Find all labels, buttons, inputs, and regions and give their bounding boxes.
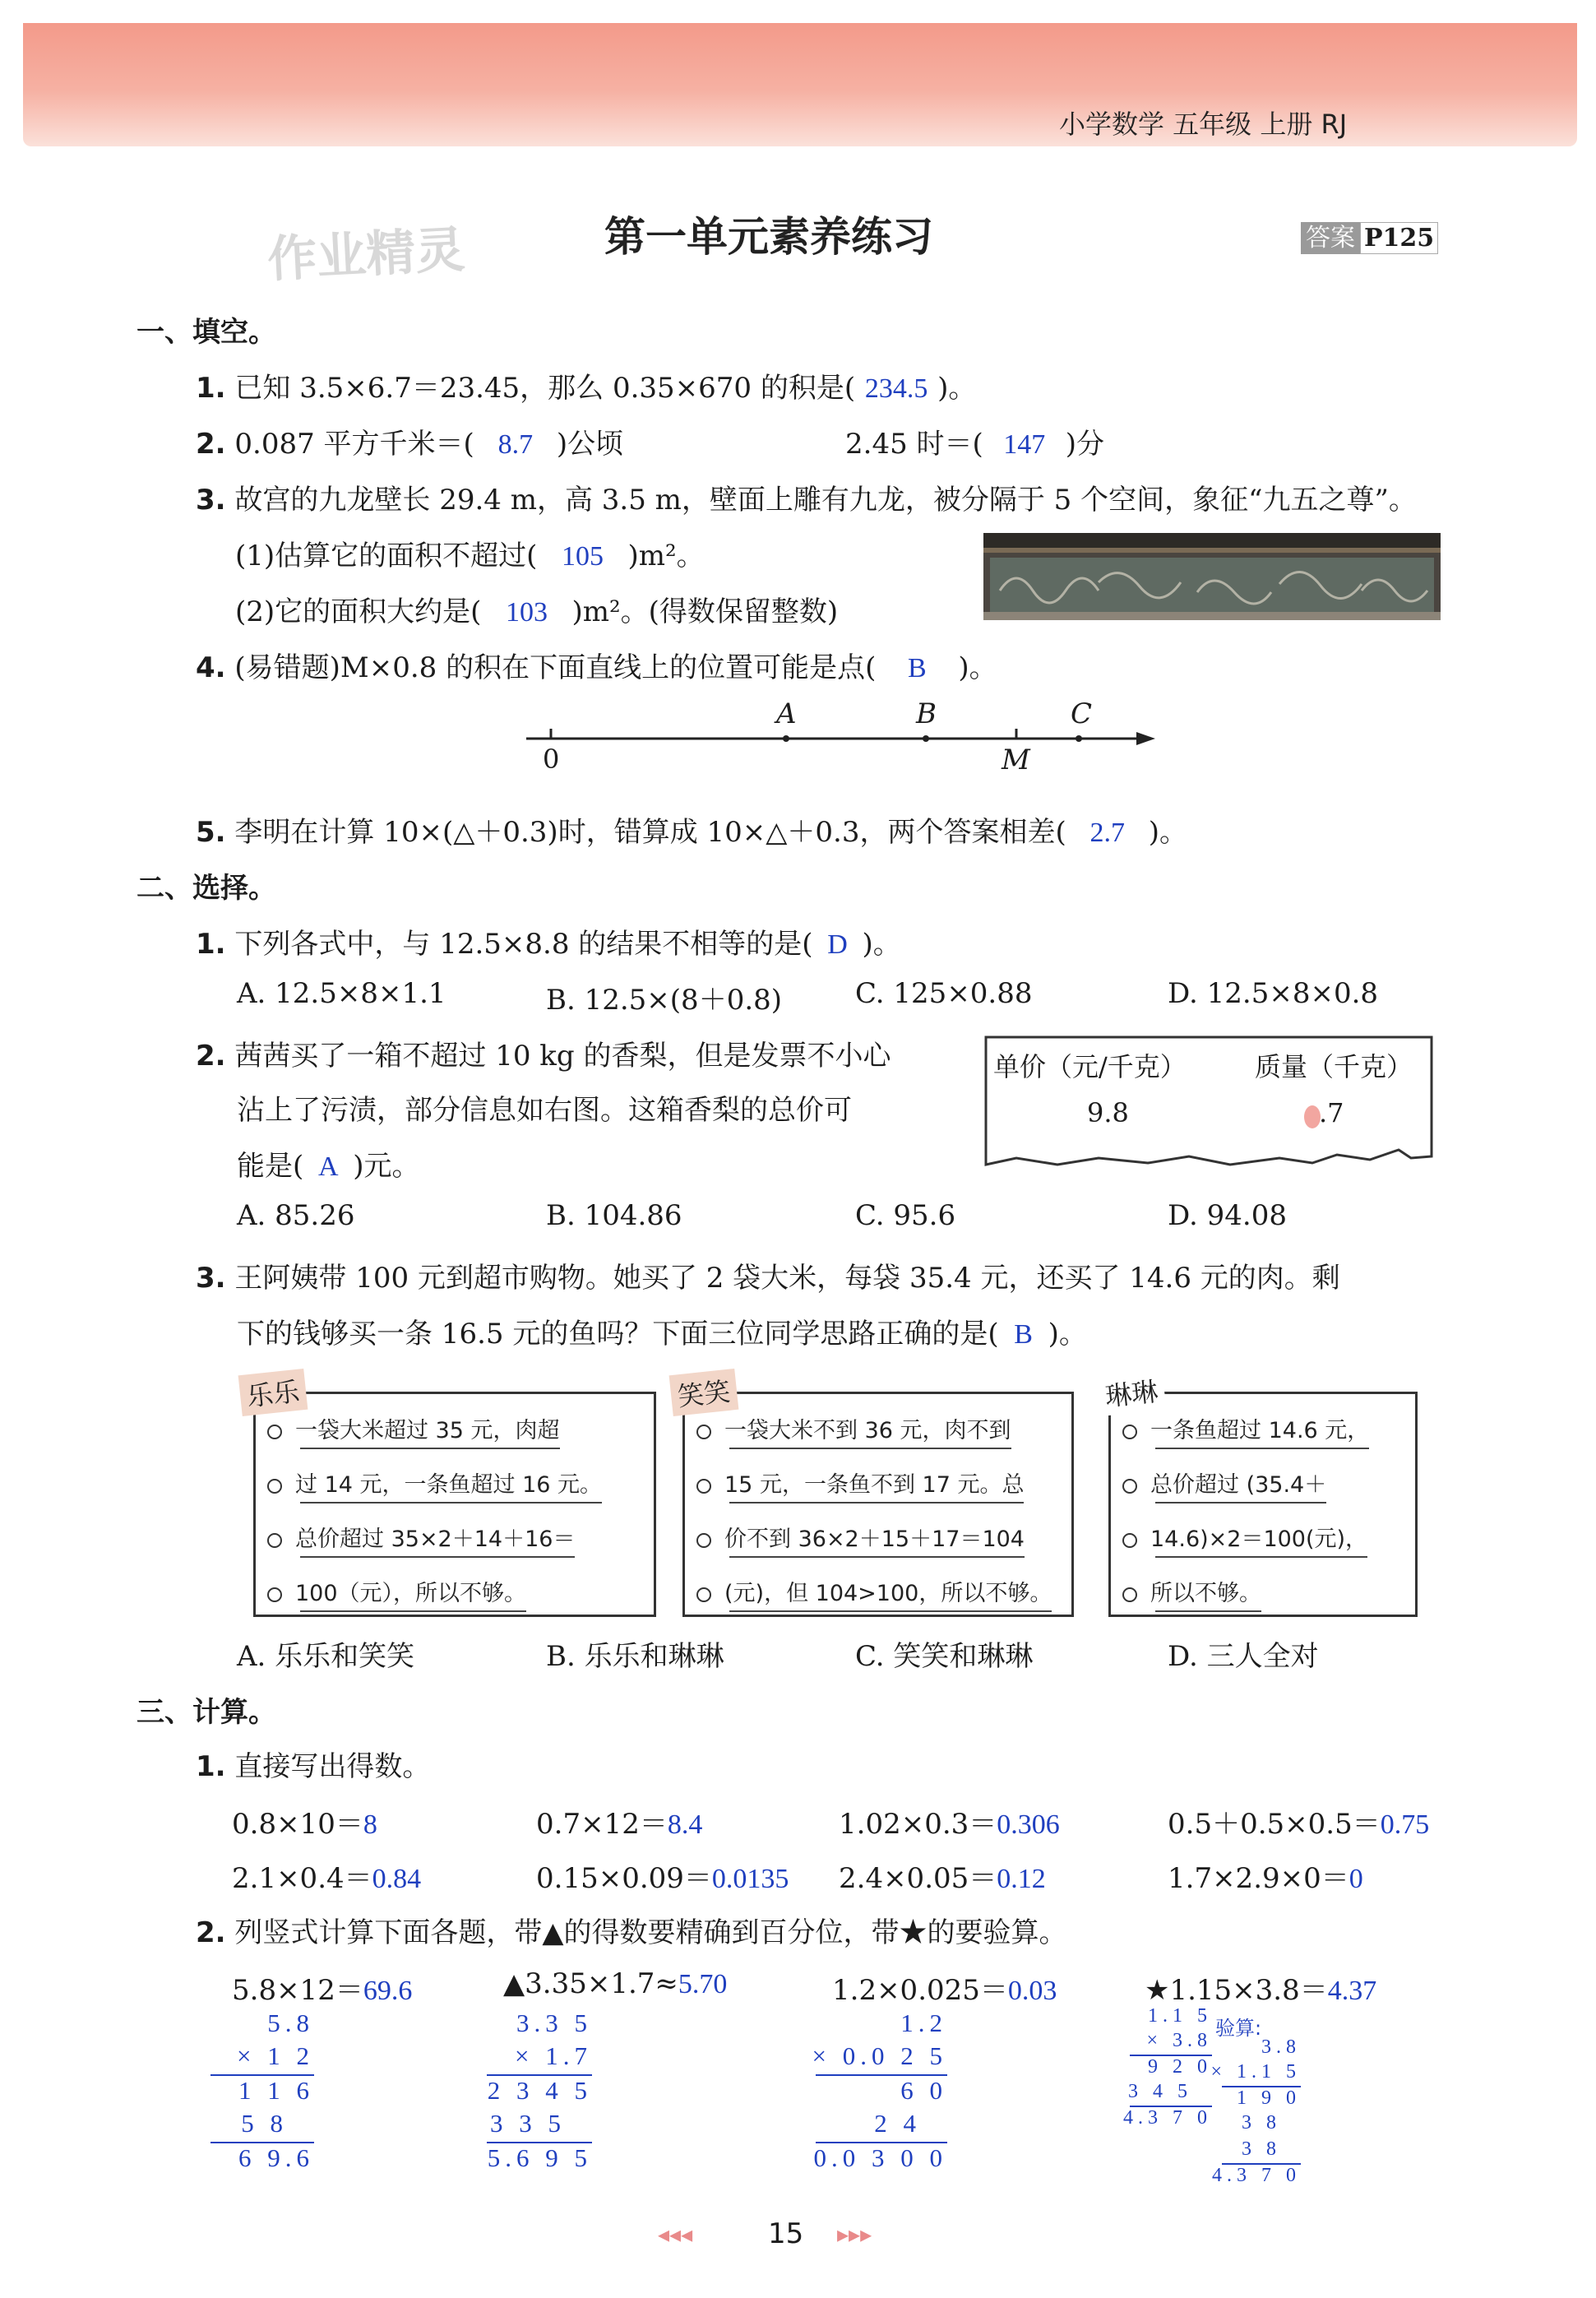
oral-item: 2.4×0.05＝0.12 <box>839 1862 1046 1895</box>
note-name-linlin: 琳琳 <box>1097 1369 1167 1416</box>
note-linlin: 一条鱼超过 14.6 元， 总价超过 (35.4＋ 14.6)×2＝100(元)， 所以不够。 <box>1108 1392 1418 1617</box>
fill-question-4: 4. (易错题)M×0.8 的积在下面直线上的位置可能是点( B )。 <box>196 651 997 684</box>
oral-item: 1.02×0.3＝0.306 <box>839 1808 1060 1841</box>
option-d[interactable]: D. 三人全对 <box>1168 1640 1319 1673</box>
number-line-label-a: A <box>776 697 797 730</box>
option-d[interactable]: D. 94.08 <box>1168 1199 1287 1232</box>
option-c[interactable]: C. 95.6 <box>855 1199 956 1232</box>
answer-text: D <box>827 929 848 960</box>
option-b[interactable]: B. 12.5×(8＋0.8) <box>546 984 783 1017</box>
oral-item: 2.1×0.4＝0.84 <box>232 1862 422 1895</box>
book-series: 小学数学 五年级 上册 RJ <box>1059 109 1348 140</box>
number-line-label-b: B <box>916 697 937 730</box>
note-lele: 一袋大米超过 35 元，肉超 过 14 元，一条鱼超过 16 元。 总价超过 35×2＋14＋16＝ 100（元），所以不够。 <box>253 1392 656 1617</box>
option-a[interactable]: A. 85.26 <box>237 1199 355 1232</box>
answer-text: 105 <box>561 541 604 572</box>
fill-question-3: 3. 故宫的九龙壁长 29.4 m，高 3.5 m，壁面上雕有九龙，被分隔于 5 个空间，象征“九五之尊”。 <box>196 484 1417 517</box>
oral-item: 1.7×2.9×0＝0 <box>1168 1862 1363 1895</box>
answer-reference[interactable] <box>1301 217 1438 253</box>
calc-question-2: 2. 列竖式计算下面各题，带▲的得数要精确到百分位，带★的要验算。 <box>196 1916 1067 1949</box>
vertical-work-4: 1.1 5 × 3.8 9 2 0 3 4 5 4.3 7 0 <box>1123 2005 1212 2129</box>
page-number: 15 <box>768 2217 804 2250</box>
invoice-price: 9.8 <box>1087 1097 1129 1128</box>
answer-text: 8 <box>363 1809 377 1840</box>
answer-text: 147 <box>1003 429 1046 460</box>
answer-text: 103 <box>505 597 548 628</box>
note-name-lele: 乐乐 <box>238 1369 308 1416</box>
section-heading: 一、填空。 <box>136 316 276 349</box>
choice-question-2-line3: 能是( A )元。 <box>237 1150 420 1183</box>
number-line <box>518 697 1159 780</box>
fill-question-2: 2. 0.087 平方千米＝( 8.7 )公顷 <box>196 428 624 461</box>
vertical-calc-item: ★1.15×3.8＝4.37 <box>1145 1974 1377 2007</box>
answer-text: 0 <box>1349 1864 1363 1894</box>
option-c[interactable]: C. 笑笑和琳琳 <box>855 1640 1034 1673</box>
choice-question-3: 3. 王阿姨带 100 元到超市购物。她买了 2 袋大米，每袋 35.4 元，还买了 14.6 元的肉。剩 <box>196 1262 1340 1295</box>
answer-text: 69.6 <box>363 1976 413 2006</box>
answer-text: 0.0135 <box>711 1864 789 1894</box>
oral-item: 0.5＋0.5×0.5＝0.75 <box>1168 1808 1430 1841</box>
number-line-label-m: M <box>1002 744 1030 776</box>
answer-page: P125 <box>1360 222 1438 254</box>
vertical-work-2: 3.3 5 × 1.7 2 3 4 5 3 3 5 5.6 9 5 <box>487 2008 592 2172</box>
answer-text: B <box>1014 1319 1033 1350</box>
choice-question-1: 1. 下列各式中，与 12.5×8.8 的结果不相等的是( D )。 <box>196 928 901 961</box>
fill-question-3-part1: (1)估算它的面积不超过( 105 )m²。 <box>235 540 705 572</box>
fill-question-3-part2: (2)它的面积大约是( 103 )m²。(得数保留整数) <box>235 595 839 628</box>
oral-item: 0.15×0.09＝0.0135 <box>536 1862 789 1895</box>
choice-question-2: 2. 茜茜买了一箱不超过 10 kg 的香梨，但是发票不小心 <box>196 1040 891 1073</box>
fill-question-1: 1. 已知 3.5×6.7＝23.45，那么 0.35×670 的积是( 234.5 )。 <box>196 372 977 405</box>
answer-text: 0.306 <box>997 1809 1060 1840</box>
oral-item: 0.7×12＝8.4 <box>536 1808 703 1841</box>
section-heading: 二、选择。 <box>136 872 276 905</box>
answer-text: 5.70 <box>678 1969 728 1999</box>
choice-question-3-line2: 下的钱够买一条 16.5 元的鱼吗？下面三位同学思路正确的是( B )。 <box>237 1318 1087 1351</box>
answer-text: B <box>908 653 927 683</box>
option-d[interactable]: D. 12.5×8×0.8 <box>1168 977 1379 1010</box>
answer-text: 8.4 <box>667 1809 703 1840</box>
number-line-label-c: C <box>1071 697 1093 730</box>
invoice-col-weight: 质量（千克） <box>1255 1051 1413 1082</box>
vertical-calc-item: 5.8×12＝69.6 <box>232 1974 413 2007</box>
stained-invoice <box>983 1035 1434 1173</box>
option-a[interactable]: A. 12.5×8×1.1 <box>237 977 446 1010</box>
prev-arrows-icon: ◂◂◂ <box>658 2221 693 2248</box>
note-xiaoxiao: 一袋大米不到 36 元，肉不到 15 元，一条鱼不到 17 元。总 价不到 36×2＋15＋17＝104 (元)，但 104>100，所以不够。 <box>682 1392 1074 1617</box>
option-a[interactable]: A. 乐乐和笑笑 <box>237 1640 415 1673</box>
invoice-col-price: 单价（元/千克） <box>993 1051 1187 1082</box>
vertical-calc-item: ▲3.35×1.7≈5.70 <box>503 1967 728 2000</box>
nine-dragon-wall-photo <box>983 533 1441 620</box>
answer-text: 0.75 <box>1380 1809 1430 1840</box>
answer-text: 234.5 <box>864 373 928 404</box>
check-work: 3.8 × 1.1 5 1 9 0 3 8 3 8 4.3 7 0 <box>1210 2036 1301 2186</box>
vertical-calc-item: 1.2×0.025＝0.03 <box>832 1974 1057 2007</box>
invoice-weight: .7 <box>1319 1097 1344 1128</box>
answer-text: 4.37 <box>1327 1976 1377 2006</box>
fill-question-2b: 2.45 时＝( 147 )分 <box>845 428 1105 461</box>
watermark-logo: 作业精灵 <box>266 220 466 290</box>
answer-text: 0.12 <box>997 1864 1046 1894</box>
answer-text: 2.7 <box>1089 818 1125 848</box>
answer-label: 答案 <box>1301 222 1360 254</box>
section-heading: 三、计算。 <box>136 1696 276 1729</box>
answer-text: 0.03 <box>1007 1976 1057 2006</box>
option-b[interactable]: B. 乐乐和琳琳 <box>546 1640 724 1673</box>
option-c[interactable]: C. 125×0.88 <box>855 977 1033 1010</box>
calc-question-1: 1. 直接写出得数。 <box>196 1750 431 1783</box>
page-title: 第一单元素养练习 <box>604 213 933 261</box>
fill-question-5: 5. 李明在计算 10×(△＋0.3)时，错算成 10×△＋0.3，两个答案相差( 2.7 )。 <box>196 816 1188 849</box>
number-line-label-zero: 0 <box>543 744 560 775</box>
check-label: 验算: <box>1215 2017 1262 2040</box>
answer-text: 8.7 <box>497 429 534 460</box>
note-name-xiaoxiao: 笑笑 <box>669 1369 739 1416</box>
next-arrows-icon: ▸▸▸ <box>837 2221 872 2248</box>
option-b[interactable]: B. 104.86 <box>546 1199 682 1232</box>
oral-item: 0.8×10＝8 <box>232 1808 377 1841</box>
answer-text: 0.84 <box>372 1864 422 1894</box>
choice-question-2-line2: 沾上了污渍，部分信息如右图。这箱香梨的总价可 <box>237 1094 852 1127</box>
vertical-work-3: 1.2 × 0.0 2 5 6 0 2 4 0.0 3 0 0 <box>812 2008 947 2172</box>
vertical-work-1: 5.8 × 1 2 1 1 6 5 8 6 9.6 <box>207 2008 314 2173</box>
answer-text: A <box>317 1151 339 1182</box>
